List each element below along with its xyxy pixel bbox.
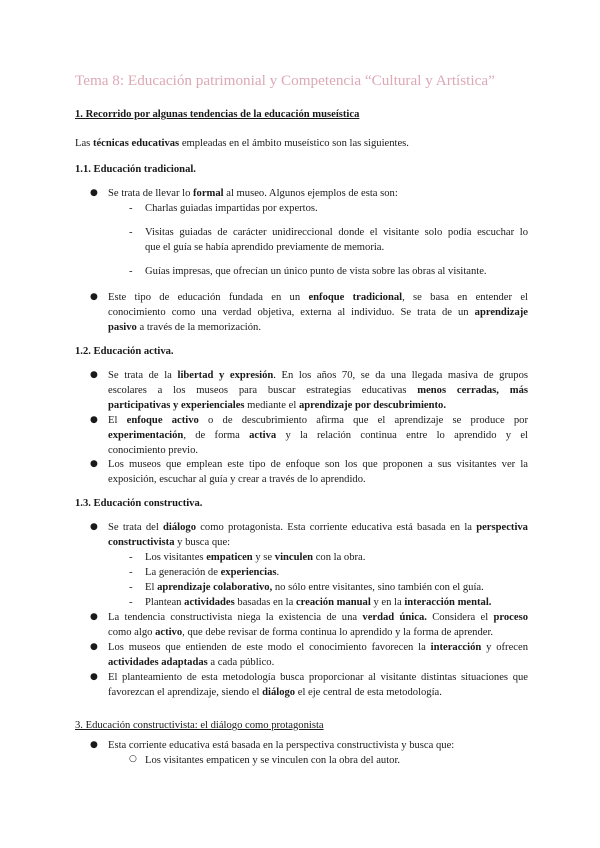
- s13-b3-text-3: a cada público.: [207, 657, 275, 668]
- s12-b1-bold-2: menos cerradas, más: [417, 385, 528, 396]
- s13-d2-text-2: .: [276, 567, 280, 578]
- s11-bullet-2-line-3: [108, 320, 261, 336]
- s13-b2-text: La tendencia constructivista niega la existencia de una: [108, 612, 363, 623]
- s13-b3-bold: interacción: [430, 642, 482, 653]
- s12-b1-bold-4: aprendizaje por descubrimiento.: [298, 400, 446, 411]
- s12-bullet-2-line-3: conocimiento previo.: [108, 445, 199, 456]
- s12-bullet-1-line-2: [108, 383, 528, 399]
- s13-d3-text: El: [145, 582, 158, 593]
- section-3-heading: 3. Educación constructivista: el diálogo como protagonista: [75, 720, 324, 731]
- s3-bullet-1: Esta corriente educativa está basada en la perspectiva constructivista y busca que:: [108, 740, 455, 751]
- s11-b2-text: Este tipo de educación fundada en un: [108, 292, 309, 303]
- s13-d1-text: Los visitantes: [145, 552, 207, 563]
- bullet-icon: ●: [90, 292, 98, 302]
- s13-bullet-1-line-2: [108, 535, 230, 551]
- intro-text-end: empleadas en el ámbito museístico son las siguientes.: [179, 138, 409, 149]
- s13-bullet-2-line-2: [108, 625, 493, 641]
- s12-b1-bold-3: participativas y experienciales: [108, 400, 245, 411]
- s13-dash-1: [145, 550, 365, 566]
- s12-b1-text-2: escolares a los museos para buscar estrategias educativas: [108, 385, 418, 396]
- s13-b2-text-4: , que debe revisar de forma continua lo aprendido y la forma de aprender.: [182, 627, 494, 638]
- intro-text: Las: [75, 138, 93, 149]
- dash-icon: -: [129, 203, 133, 214]
- s13-dash-2: [145, 565, 279, 581]
- s12-b2-bold-2: experimentación: [108, 430, 184, 441]
- bullet-icon: ●: [90, 612, 98, 622]
- s12-b2-text-end: o de descubrimiento afirma que el aprendizaje se produce por: [198, 415, 528, 426]
- dash-icon: -: [129, 597, 133, 608]
- s11-bullet-1: [108, 186, 398, 202]
- s12-b2-bold: enfoque activo: [126, 415, 199, 426]
- s12-bullet-3-line-1: Los museos que emplean este tipo de enfoque son los que proponen a sus visitantes ver la: [108, 459, 528, 470]
- s12-bullet-3-line-2: exposición, escuchar al guía y crear a través de lo aprendido.: [108, 474, 366, 485]
- hollow-bullet-icon: ○: [129, 754, 137, 764]
- s13-d4-bold-2: creación manual: [295, 597, 371, 608]
- section-1-heading: 1. Recorrido por algunas tendencias de la educación museística: [75, 109, 360, 120]
- s13-bullet-1-line-1: [108, 520, 528, 536]
- s13-b4-text: favorezcan el aprendizaje, siendo el: [108, 687, 263, 698]
- s13-b1-bold-3: constructivista: [108, 537, 175, 548]
- s11-b2-text-end: , se basa en entender el: [402, 292, 528, 303]
- s11-bullet-2-line-2: [108, 305, 528, 321]
- s12-bullet-2-line-2: [108, 428, 528, 444]
- bullet-icon: ●: [90, 370, 98, 380]
- s11-dash-1: Charlas guiadas impartidas por expertos.: [145, 203, 318, 214]
- s13-b3-text: Los museos que entienden de este modo el conocimiento favorecen la: [108, 642, 431, 653]
- s13-b3-text-2: y ofrecen: [481, 642, 528, 653]
- s13-d1-text-3: con la obra.: [313, 552, 366, 563]
- s11-bullet-2-line-1: [108, 290, 528, 306]
- s11-dash-2-line-1: Visitas guiadas de carácter unidireccional donde el visitante solo podía escuchar lo: [145, 227, 528, 238]
- dash-icon: -: [129, 552, 133, 563]
- s13-d3-bold: aprendizaje colaborativo,: [157, 582, 273, 593]
- s11-b1-text: Se trata de llevar lo: [108, 188, 194, 199]
- s13-b2-bold-2: proceso: [493, 612, 529, 623]
- s13-b1-text-3: y busca que:: [174, 537, 231, 548]
- dash-icon: -: [129, 567, 133, 578]
- s12-b1-text-3: mediante el: [244, 400, 299, 411]
- s13-b2-text-2: Considera el: [426, 612, 494, 623]
- section-1-1-heading: 1.1. Educación tradicional.: [75, 164, 196, 175]
- s13-d2-bold: experiencias: [220, 567, 277, 578]
- dash-icon: -: [129, 266, 133, 277]
- s13-bullet-3-line-2: [108, 655, 274, 671]
- s11-b2-bold-2: aprendizaje: [474, 307, 528, 318]
- s13-dash-3: [145, 580, 484, 596]
- bullet-icon: ●: [90, 415, 98, 425]
- dash-icon: -: [129, 582, 133, 593]
- s3-sub-bullet-1: Los visitantes empaticen y se vinculen con la obra del autor.: [145, 755, 401, 766]
- s12-bullet-1-line-3: [108, 398, 446, 414]
- s13-b2-text-3: como algo: [108, 627, 156, 638]
- s12-b2-text: El: [108, 415, 127, 426]
- s13-d4-bold: actividades: [184, 597, 235, 608]
- s13-d1-bold: empaticen: [206, 552, 253, 563]
- s11-b2-text-3: a través de la memorización.: [136, 322, 261, 333]
- bullet-icon: ●: [90, 188, 98, 198]
- s13-dash-4: [145, 595, 491, 611]
- document-title: Tema 8: Educación patrimonial y Competencia “Cultural y Artística”: [75, 72, 495, 89]
- s12-bullet-2-line-1: [108, 413, 528, 429]
- s13-b1-text: Se trata del: [108, 522, 164, 533]
- s13-d2-text: La generación de: [145, 567, 221, 578]
- s13-b4-bold: diálogo: [262, 687, 296, 698]
- s13-b4-text-2: el eje central de esta metodología.: [295, 687, 442, 698]
- s11-dash-2-line-2: que el guía se había aprendido previamente de memoria.: [145, 242, 385, 253]
- s13-b1-bold: diálogo: [163, 522, 196, 533]
- section-1-3-heading: 1.3. Educación constructiva.: [75, 498, 203, 509]
- dash-icon: -: [129, 227, 133, 238]
- s13-d1-text-2: y se: [252, 552, 275, 563]
- bullet-icon: ●: [90, 740, 98, 750]
- s12-b2-text-2: , de forma: [183, 430, 250, 441]
- s11-b1-bold: formal: [193, 188, 224, 199]
- s13-d4-text-3: y en la: [370, 597, 405, 608]
- bullet-icon: ●: [90, 642, 98, 652]
- s13-b1-text-2: como protagonista. Esta corriente educativa está basada en la: [196, 522, 477, 533]
- section-1-2-heading: 1.2. Educación activa.: [75, 346, 174, 357]
- s13-b2-bold: verdad única.: [362, 612, 427, 623]
- s11-b2-bold: enfoque tradicional: [308, 292, 403, 303]
- s11-b2-text-2: conocimiento como una verdad objetiva, externa al individuo. Se trata de un: [108, 307, 475, 318]
- s13-bullet-2-line-1: [108, 610, 528, 626]
- s12-bullet-1-line-1: [108, 368, 528, 384]
- s12-b1-bold: libertad y expresión: [177, 370, 274, 381]
- s12-b1-text: Se trata de la: [108, 370, 178, 381]
- s13-bullet-4-line-1: El planteamiento de esta metodología busca proporcionar al visitante distintas situaciones que: [108, 672, 528, 683]
- s13-d4-text-2: basadas en la: [234, 597, 296, 608]
- s13-d4-bold-3: interacción mental.: [404, 597, 492, 608]
- bullet-icon: ●: [90, 522, 98, 532]
- s13-b2-bold-3: activo: [155, 627, 183, 638]
- s12-b2-text-3: y la relación continua entre lo aprendido y el: [276, 430, 528, 441]
- s11-b1-text-end: al museo. Algunos ejemplos de esta son:: [223, 188, 398, 199]
- s12-b2-bold-3: activa: [249, 430, 277, 441]
- bullet-icon: ●: [90, 672, 98, 682]
- section-1-intro: [75, 136, 409, 152]
- s13-b1-bold-2: perspectiva: [476, 522, 528, 533]
- s13-d4-text: Plantean: [145, 597, 185, 608]
- s13-b3-bold-2: actividades adaptadas: [108, 657, 208, 668]
- s11-b2-bold-3: pasivo: [108, 322, 137, 333]
- s13-bullet-3-line-1: [108, 640, 528, 656]
- intro-bold: técnicas educativas: [92, 138, 180, 149]
- s11-dash-3: Guías impresas, que ofrecían un único punto de vista sobre las obras al visitante.: [145, 266, 487, 277]
- s13-d1-bold-2: vinculen: [274, 552, 314, 563]
- bullet-icon: ●: [90, 459, 98, 469]
- s13-bullet-4-line-2: [108, 685, 442, 701]
- s12-b1-text-end: . En los años 70, se da una llegada masiva de grupos: [273, 370, 528, 381]
- s13-d3-text-2: no sólo entre visitantes, sino también con el guía.: [272, 582, 484, 593]
